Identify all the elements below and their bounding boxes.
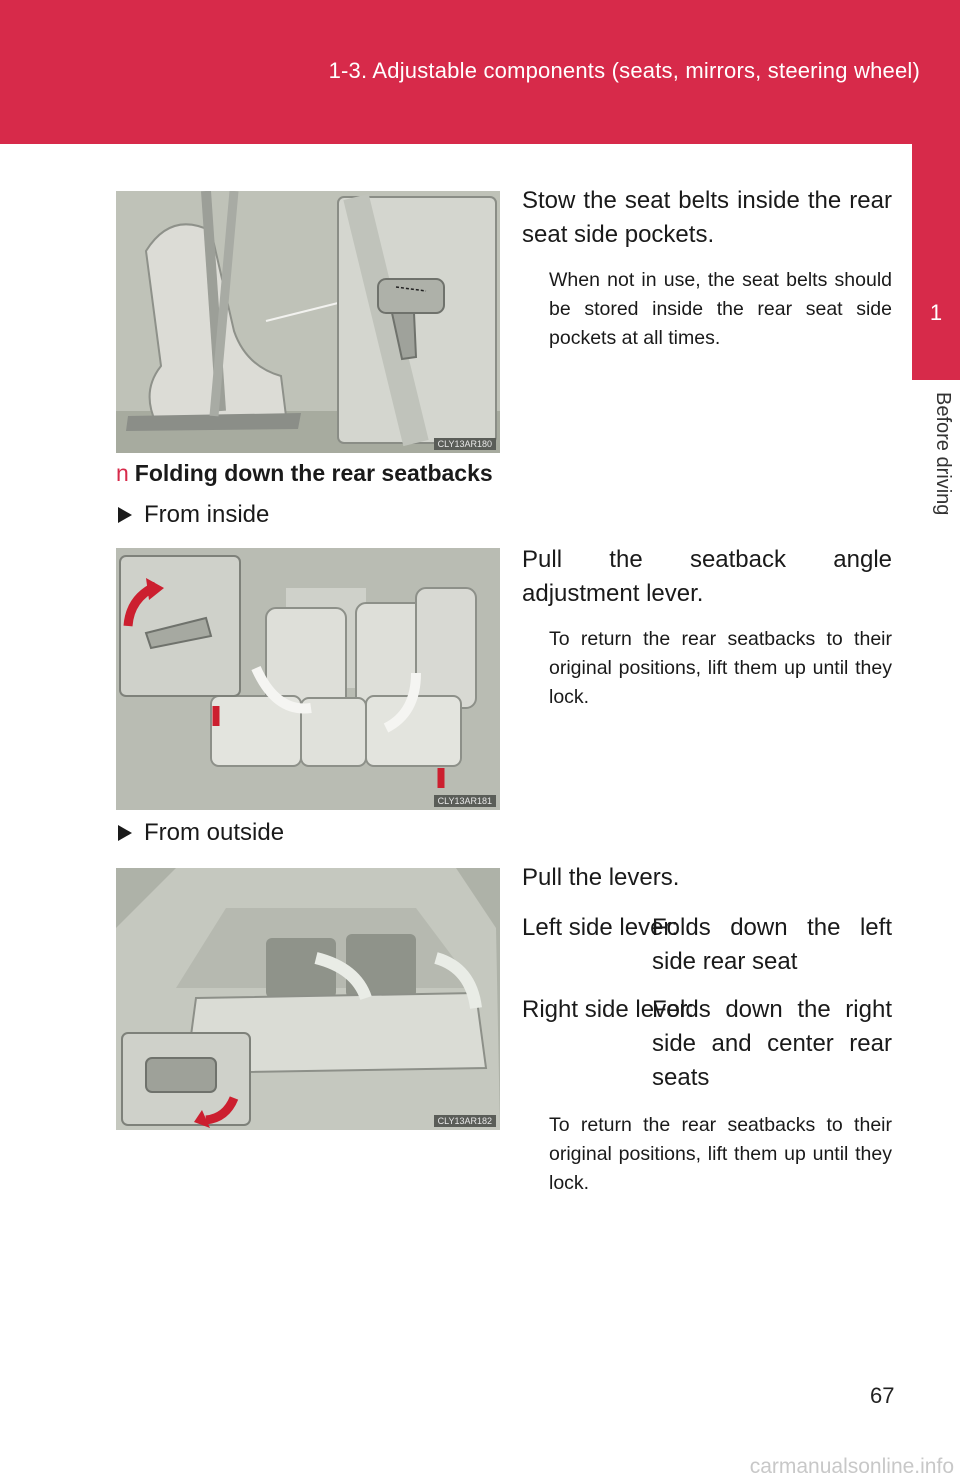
watermark: carmanualsonline.info: [749, 1455, 954, 1478]
inside-instruction: Pull the seatback angle adjustment lever.: [522, 546, 892, 607]
inside-note: To return the rear seatbacks to their original positions, lift them up until they lock.: [549, 628, 892, 708]
left-lever-desc: Folds down the left side rear seat: [652, 914, 892, 975]
section-title: 1-3. Adjustable components (seats, mirrors, steering wheel): [328, 58, 920, 83]
right-lever-label: Right side lever:: [522, 996, 695, 1023]
chapter-number: 1: [929, 300, 943, 325]
right-lever-row: [522, 993, 892, 1097]
chapter-tab: [912, 144, 960, 380]
cargo-lever-illustration: [116, 868, 500, 1130]
from-inside-label: From inside: [144, 501, 270, 528]
rear-seat-lever-illustration: [116, 548, 500, 810]
triangle-bullet-icon: [118, 825, 132, 841]
chapter-label: Before driving: [932, 392, 954, 516]
heading-text: Folding down the rear seatbacks: [134, 460, 493, 486]
stow-note: When not in use, the seat belts should be stored inside the rear seat side pockets at all times.: [549, 269, 892, 349]
folding-heading: [116, 460, 493, 487]
from-inside-subheading: [118, 501, 269, 529]
seat-belt-pocket-illustration: [116, 191, 500, 453]
heading-bullet: n: [116, 460, 129, 486]
page-header: [0, 0, 960, 144]
figure-code: CLY13AR182: [434, 1115, 496, 1127]
outside-instruction: Pull the levers.: [522, 864, 680, 891]
outside-note: To return the rear seatbacks to their original positions, lift them up until they lock.: [549, 1114, 892, 1194]
figure-code: CLY13AR181: [434, 795, 496, 807]
stow-instruction: Stow the seat belts inside the rear seat side pockets.: [522, 187, 892, 248]
figure-code: CLY13AR180: [434, 438, 496, 450]
left-lever-label: Left side lever:: [522, 914, 679, 941]
page-number: 67: [870, 1383, 895, 1408]
left-lever-row: [522, 911, 892, 981]
right-lever-desc: Folds down the right side and center rear seats: [652, 996, 892, 1091]
from-outside-subheading: [118, 819, 284, 847]
triangle-bullet-icon: [118, 507, 132, 523]
from-outside-label: From outside: [144, 819, 285, 846]
